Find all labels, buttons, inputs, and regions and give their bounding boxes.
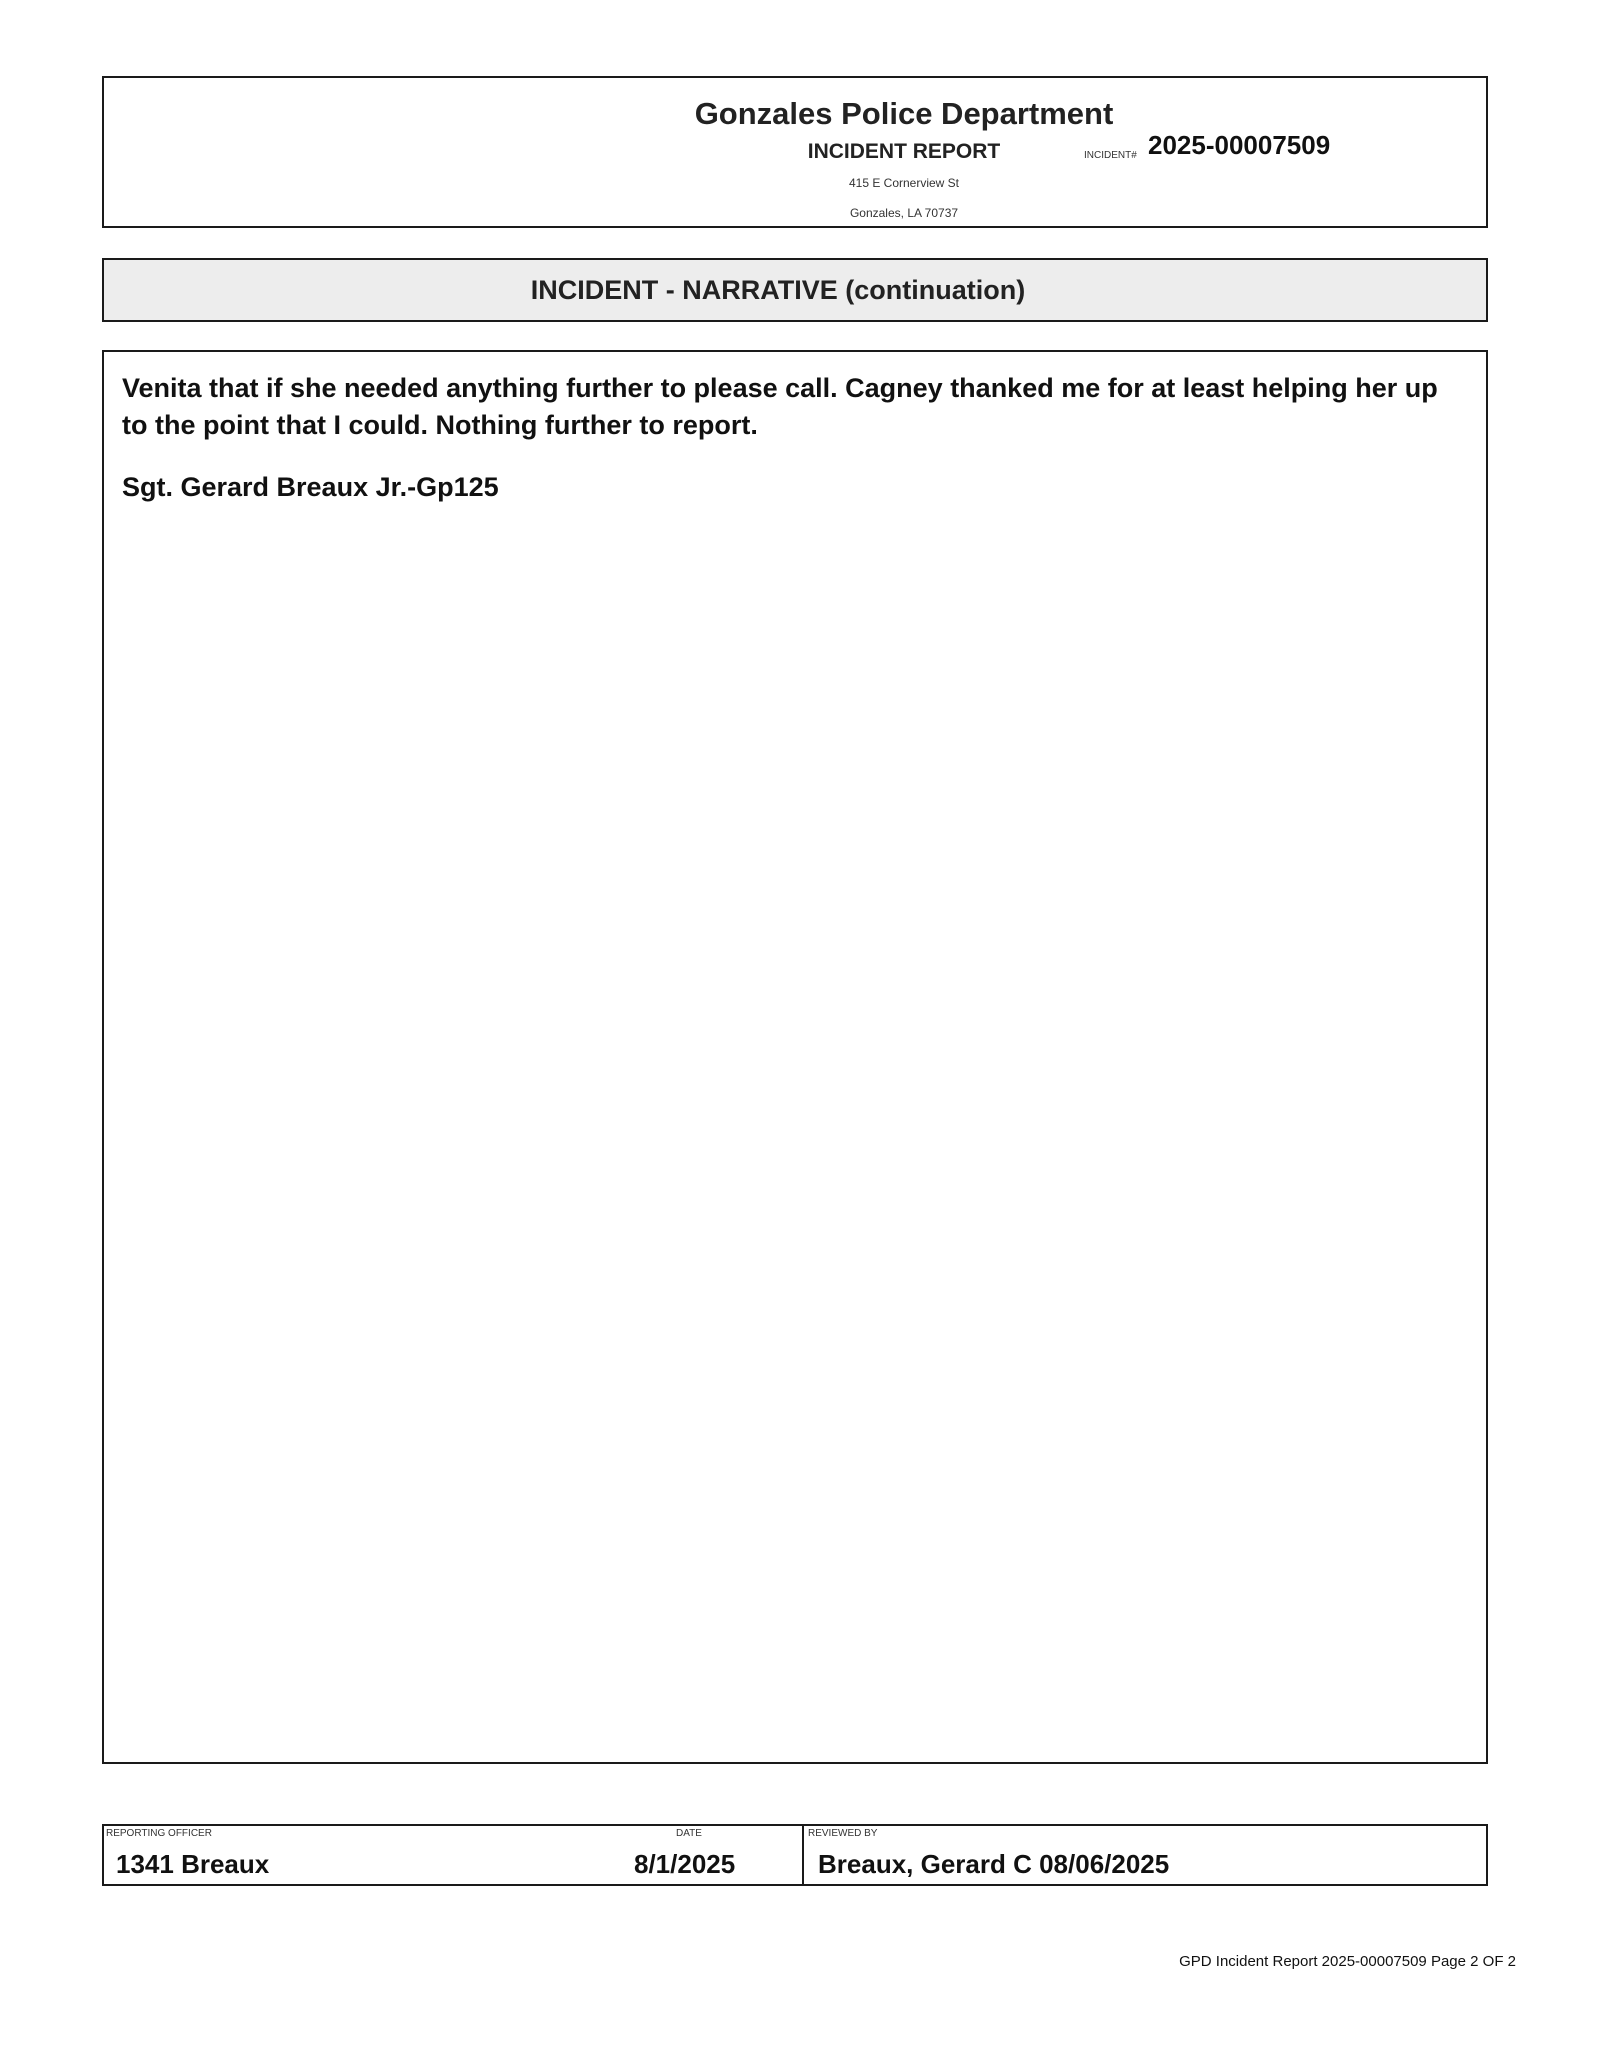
date-label: DATE xyxy=(676,1828,702,1839)
reviewed-by-label: REVIEWED BY xyxy=(808,1828,878,1839)
incident-number-label: INCIDENT# xyxy=(1084,150,1137,161)
department-name: Gonzales Police Department xyxy=(694,96,1114,131)
narrative-box xyxy=(102,350,1488,1764)
page-footer: GPD Incident Report 2025-00007509 Page 2 OF 2 xyxy=(1179,1953,1516,1970)
section-title-bar xyxy=(102,258,1488,322)
footer-divider xyxy=(802,1826,804,1884)
address-line-2: Gonzales, LA 70737 xyxy=(849,206,959,220)
report-footer-table xyxy=(102,1824,1488,1886)
address-line-1: 415 E Cornerview St xyxy=(848,176,960,190)
officer-signature: Sgt. Gerard Breaux Jr.-Gp125 xyxy=(122,472,499,502)
reporting-officer-value: 1341 Breaux xyxy=(116,1849,270,1879)
narrative-text: Venita that if she needed anything further to please call. Cagney thanked me for at least helping her up to the point that I could. Nothing further to report. xyxy=(122,373,1438,440)
incident-number: 2025-00007509 xyxy=(1148,130,1331,160)
report-type: INCIDENT REPORT xyxy=(807,140,1001,163)
section-title: INCIDENT - NARRATIVE (continuation) xyxy=(530,274,1026,305)
reviewed-by-value: Breaux, Gerard C 08/06/2025 xyxy=(818,1849,1170,1879)
report-header xyxy=(102,76,1488,228)
reporting-officer-label: REPORTING OFFICER xyxy=(106,1828,212,1839)
date-value: 8/1/2025 xyxy=(634,1849,736,1879)
